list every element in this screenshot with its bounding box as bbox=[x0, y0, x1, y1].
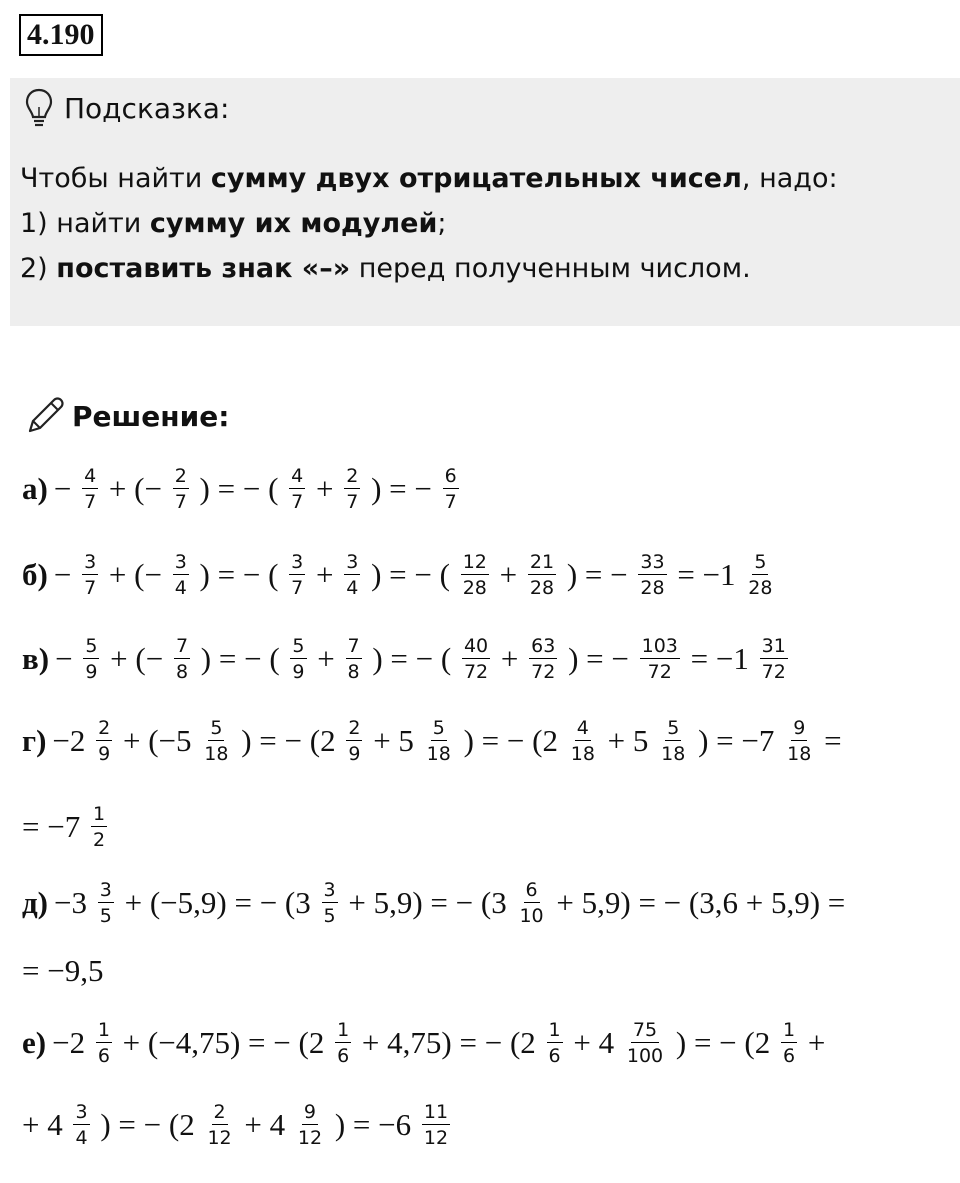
problem-number: 4.190 bbox=[19, 14, 103, 56]
fraction-numerator: 75 bbox=[632, 1018, 658, 1041]
fraction bbox=[296, 1100, 324, 1149]
fraction bbox=[289, 550, 305, 599]
hint-line-2-bold: сумму их модулей bbox=[149, 208, 438, 239]
solution-header bbox=[24, 396, 229, 436]
math-text: −2 bbox=[52, 1025, 93, 1060]
math-text: ) = − ( bbox=[193, 641, 288, 676]
item-label: г) bbox=[22, 723, 47, 758]
fraction-numerator: 2 bbox=[174, 464, 187, 487]
fraction-denominator: 72 bbox=[761, 660, 786, 683]
fraction bbox=[569, 716, 597, 765]
hint-header bbox=[24, 86, 229, 130]
fraction bbox=[529, 634, 557, 683]
fraction-numerator: 33 bbox=[640, 550, 665, 573]
fraction-denominator: 18 bbox=[661, 742, 686, 765]
math-text: ) = − bbox=[559, 557, 636, 592]
math-text: − bbox=[53, 557, 80, 592]
math-text: + (− bbox=[101, 471, 170, 506]
math-text: + bbox=[308, 471, 342, 506]
fraction bbox=[425, 716, 453, 765]
fraction-denominator: 72 bbox=[531, 660, 556, 683]
fraction bbox=[173, 464, 189, 513]
math-text: + 5,9) = − (3,6 + 5,9) = bbox=[548, 885, 846, 920]
fraction bbox=[528, 550, 556, 599]
fraction bbox=[335, 1018, 351, 1067]
math-text: + bbox=[308, 557, 342, 592]
fraction bbox=[640, 634, 680, 683]
math-text: ) = − bbox=[363, 471, 440, 506]
fraction-denominator: 4 bbox=[174, 576, 187, 599]
fraction bbox=[346, 634, 362, 683]
fraction bbox=[205, 1100, 233, 1149]
fraction-denominator: 8 bbox=[175, 660, 189, 683]
fraction bbox=[173, 550, 189, 599]
fraction-numerator: 5 bbox=[754, 550, 767, 573]
hint-line-2-text: 1) найти bbox=[20, 208, 150, 239]
hint-box bbox=[10, 78, 960, 326]
fraction-denominator: 18 bbox=[426, 742, 451, 765]
fraction bbox=[202, 716, 230, 765]
solution-line bbox=[22, 800, 110, 854]
pencil-icon bbox=[24, 395, 66, 437]
fraction bbox=[346, 716, 362, 765]
fraction-numerator: 3 bbox=[346, 550, 359, 573]
fraction bbox=[91, 802, 107, 851]
fraction-denominator: 9 bbox=[348, 742, 361, 765]
solution-line bbox=[22, 548, 777, 602]
fraction-numerator: 3 bbox=[174, 550, 187, 573]
fraction bbox=[174, 634, 190, 683]
math-text: ) = −6 bbox=[327, 1107, 419, 1142]
fraction bbox=[659, 716, 687, 765]
math-text: ) = − ( bbox=[191, 557, 287, 592]
hint-line-1-end: , надо: bbox=[741, 163, 838, 194]
fraction bbox=[322, 878, 338, 927]
fraction bbox=[289, 464, 305, 513]
fraction bbox=[760, 634, 788, 683]
fraction-denominator: 18 bbox=[570, 742, 595, 765]
math-text: = bbox=[816, 723, 842, 758]
math-text: − bbox=[53, 471, 80, 506]
fraction-numerator: 7 bbox=[175, 634, 189, 657]
fraction-denominator: 10 bbox=[519, 904, 544, 927]
hint-line-3-end: перед полученным числом. bbox=[350, 253, 751, 284]
math-text: ) = − ( bbox=[364, 641, 459, 676]
math-text: ) = − ( bbox=[191, 471, 287, 506]
fraction-denominator: 9 bbox=[292, 660, 305, 683]
math-text: − bbox=[55, 641, 81, 676]
fraction bbox=[344, 550, 360, 599]
hint-line-1-text: Чтобы найти bbox=[20, 163, 211, 194]
hint-title: Подсказка: bbox=[64, 91, 230, 125]
item-label: а) bbox=[22, 471, 48, 506]
math-text: + 4 bbox=[236, 1107, 293, 1142]
math-text: −3 bbox=[54, 885, 95, 920]
fraction bbox=[83, 634, 99, 683]
solution-line bbox=[22, 876, 845, 930]
fraction-numerator: 3 bbox=[99, 878, 112, 901]
fraction-numerator: 5 bbox=[292, 634, 305, 657]
fraction-denominator: 28 bbox=[529, 576, 555, 599]
fraction-numerator: 5 bbox=[85, 634, 98, 657]
item-label: в) bbox=[22, 641, 50, 676]
solution-line bbox=[22, 714, 842, 768]
math-text: + (−5 bbox=[115, 723, 200, 758]
math-text: ) = − bbox=[560, 641, 637, 676]
fraction-numerator: 11 bbox=[423, 1100, 449, 1123]
item-label: д) bbox=[22, 885, 49, 920]
fraction-denominator: 6 bbox=[548, 1044, 561, 1067]
solution-line bbox=[22, 944, 103, 998]
fraction-numerator: 3 bbox=[75, 1100, 88, 1123]
math-text: + 5,9) = − (3 bbox=[340, 885, 515, 920]
fraction-denominator: 6 bbox=[97, 1044, 110, 1067]
hint-line-3-text: 2) bbox=[20, 253, 57, 284]
solution-line bbox=[22, 1016, 825, 1070]
fraction-numerator: 2 bbox=[213, 1100, 226, 1123]
math-text: + 4 bbox=[22, 1107, 71, 1142]
math-text: + 4,75) = − (2 bbox=[354, 1025, 544, 1060]
math-text: −2 bbox=[52, 723, 94, 758]
fraction-denominator: 5 bbox=[99, 904, 112, 927]
math-text: + 5 bbox=[599, 723, 657, 758]
fraction-numerator: 2 bbox=[348, 716, 361, 739]
math-text: ) = − (2 bbox=[455, 723, 566, 758]
fraction-denominator: 28 bbox=[640, 576, 665, 599]
lightbulb-icon bbox=[24, 87, 54, 129]
math-text: + 4 bbox=[565, 1025, 622, 1060]
hint-line-1 bbox=[20, 156, 838, 201]
fraction-denominator: 72 bbox=[463, 660, 489, 683]
fraction-numerator: 4 bbox=[291, 464, 304, 487]
fraction-numerator: 12 bbox=[462, 550, 487, 573]
fraction-denominator: 100 bbox=[626, 1044, 664, 1067]
fraction-numerator: 63 bbox=[531, 634, 556, 657]
math-text: ) = − (2 bbox=[92, 1107, 203, 1142]
hint-line-3-bold: поставить знак «–» bbox=[56, 253, 351, 284]
fraction-denominator: 12 bbox=[297, 1126, 323, 1149]
fraction-numerator: 1 bbox=[97, 1018, 110, 1041]
fraction-numerator: 103 bbox=[641, 634, 678, 657]
fraction-numerator: 6 bbox=[444, 464, 457, 487]
fraction-numerator: 1 bbox=[783, 1018, 796, 1041]
fraction-denominator: 12 bbox=[423, 1126, 449, 1149]
fraction-numerator: 40 bbox=[463, 634, 489, 657]
math-text: = −7 bbox=[22, 809, 88, 844]
fraction-denominator: 18 bbox=[787, 742, 812, 765]
fraction-denominator: 6 bbox=[783, 1044, 796, 1067]
math-text: = −1 bbox=[669, 557, 744, 592]
fraction-denominator: 9 bbox=[85, 660, 98, 683]
fraction-numerator: 3 bbox=[84, 550, 97, 573]
fraction bbox=[625, 1018, 665, 1067]
fraction-numerator: 5 bbox=[667, 716, 680, 739]
fraction bbox=[517, 878, 545, 927]
math-text: + bbox=[309, 641, 343, 676]
fraction-numerator: 3 bbox=[323, 878, 336, 901]
math-text: + (−4,75) = − (2 bbox=[114, 1025, 333, 1060]
fraction-denominator: 7 bbox=[291, 576, 304, 599]
math-text: + bbox=[491, 557, 525, 592]
fraction-numerator: 21 bbox=[529, 550, 555, 573]
fraction-denominator: 7 bbox=[346, 490, 359, 513]
fraction bbox=[73, 1100, 89, 1149]
fraction-numerator: 9 bbox=[303, 1100, 317, 1123]
fraction-denominator: 4 bbox=[346, 576, 359, 599]
hint-line-2-end: ; bbox=[437, 208, 447, 239]
fraction-denominator: 7 bbox=[84, 576, 97, 599]
fraction-numerator: 1 bbox=[548, 1018, 561, 1041]
hint-body bbox=[20, 156, 838, 291]
fraction bbox=[443, 464, 459, 513]
fraction-denominator: 6 bbox=[337, 1044, 350, 1067]
hint-line-1-bold: сумму двух отрицательных чисел bbox=[210, 163, 742, 194]
fraction-numerator: 1 bbox=[337, 1018, 350, 1041]
fraction-denominator: 12 bbox=[207, 1126, 232, 1149]
solution-line bbox=[22, 1098, 453, 1152]
math-text: ) = −7 bbox=[690, 723, 783, 758]
fraction-numerator: 2 bbox=[98, 716, 111, 739]
math-text: + 5 bbox=[365, 723, 422, 758]
math-text: = −1 bbox=[682, 641, 757, 676]
fraction-numerator: 2 bbox=[346, 464, 359, 487]
math-text: + (− bbox=[101, 557, 170, 592]
fraction-denominator: 18 bbox=[204, 742, 229, 765]
fraction-numerator: 3 bbox=[291, 550, 304, 573]
fraction-numerator: 1 bbox=[92, 802, 106, 825]
fraction bbox=[344, 464, 360, 513]
fraction-denominator: 2 bbox=[92, 828, 106, 851]
fraction-numerator: 31 bbox=[761, 634, 786, 657]
fraction bbox=[96, 716, 112, 765]
fraction bbox=[461, 550, 489, 599]
fraction-numerator: 4 bbox=[84, 464, 97, 487]
solution-line bbox=[22, 632, 791, 686]
math-text: + (− bbox=[102, 641, 171, 676]
math-text: ) = − ( bbox=[363, 557, 458, 592]
fraction-denominator: 5 bbox=[323, 904, 336, 927]
fraction bbox=[746, 550, 774, 599]
solution-title: Решение: bbox=[72, 399, 230, 433]
fraction bbox=[422, 1100, 450, 1149]
fraction bbox=[547, 1018, 563, 1067]
fraction bbox=[462, 634, 490, 683]
fraction-numerator: 5 bbox=[210, 716, 223, 739]
fraction-numerator: 4 bbox=[576, 716, 589, 739]
math-text: ) = − (2 bbox=[233, 723, 344, 758]
fraction bbox=[96, 1018, 112, 1067]
fraction bbox=[638, 550, 666, 599]
fraction-numerator: 9 bbox=[793, 716, 806, 739]
fraction-denominator: 7 bbox=[291, 490, 304, 513]
fraction-denominator: 8 bbox=[347, 660, 360, 683]
fraction-denominator: 7 bbox=[174, 490, 187, 513]
math-text: ) = − (2 bbox=[668, 1025, 778, 1060]
math-text: = −9,5 bbox=[22, 953, 104, 988]
fraction bbox=[98, 878, 114, 927]
fraction-denominator: 72 bbox=[647, 660, 672, 683]
math-text: + bbox=[493, 641, 527, 676]
hint-line-3 bbox=[20, 246, 838, 291]
fraction bbox=[785, 716, 813, 765]
fraction bbox=[290, 634, 306, 683]
solution-line bbox=[22, 462, 462, 516]
fraction-denominator: 4 bbox=[75, 1126, 88, 1149]
fraction-denominator: 7 bbox=[444, 490, 457, 513]
math-text: + bbox=[800, 1025, 826, 1060]
fraction-numerator: 7 bbox=[347, 634, 360, 657]
fraction-denominator: 7 bbox=[84, 490, 97, 513]
fraction-denominator: 9 bbox=[98, 742, 111, 765]
fraction-numerator: 5 bbox=[432, 716, 445, 739]
fraction bbox=[781, 1018, 797, 1067]
fraction-denominator: 28 bbox=[748, 576, 773, 599]
hint-line-2 bbox=[20, 201, 838, 246]
fraction-denominator: 28 bbox=[462, 576, 487, 599]
fraction bbox=[82, 550, 98, 599]
item-label: б) bbox=[22, 557, 48, 592]
fraction-numerator: 6 bbox=[525, 878, 538, 901]
fraction bbox=[82, 464, 98, 513]
math-text: + (−5,9) = − (3 bbox=[116, 885, 319, 920]
item-label: е) bbox=[22, 1025, 47, 1060]
